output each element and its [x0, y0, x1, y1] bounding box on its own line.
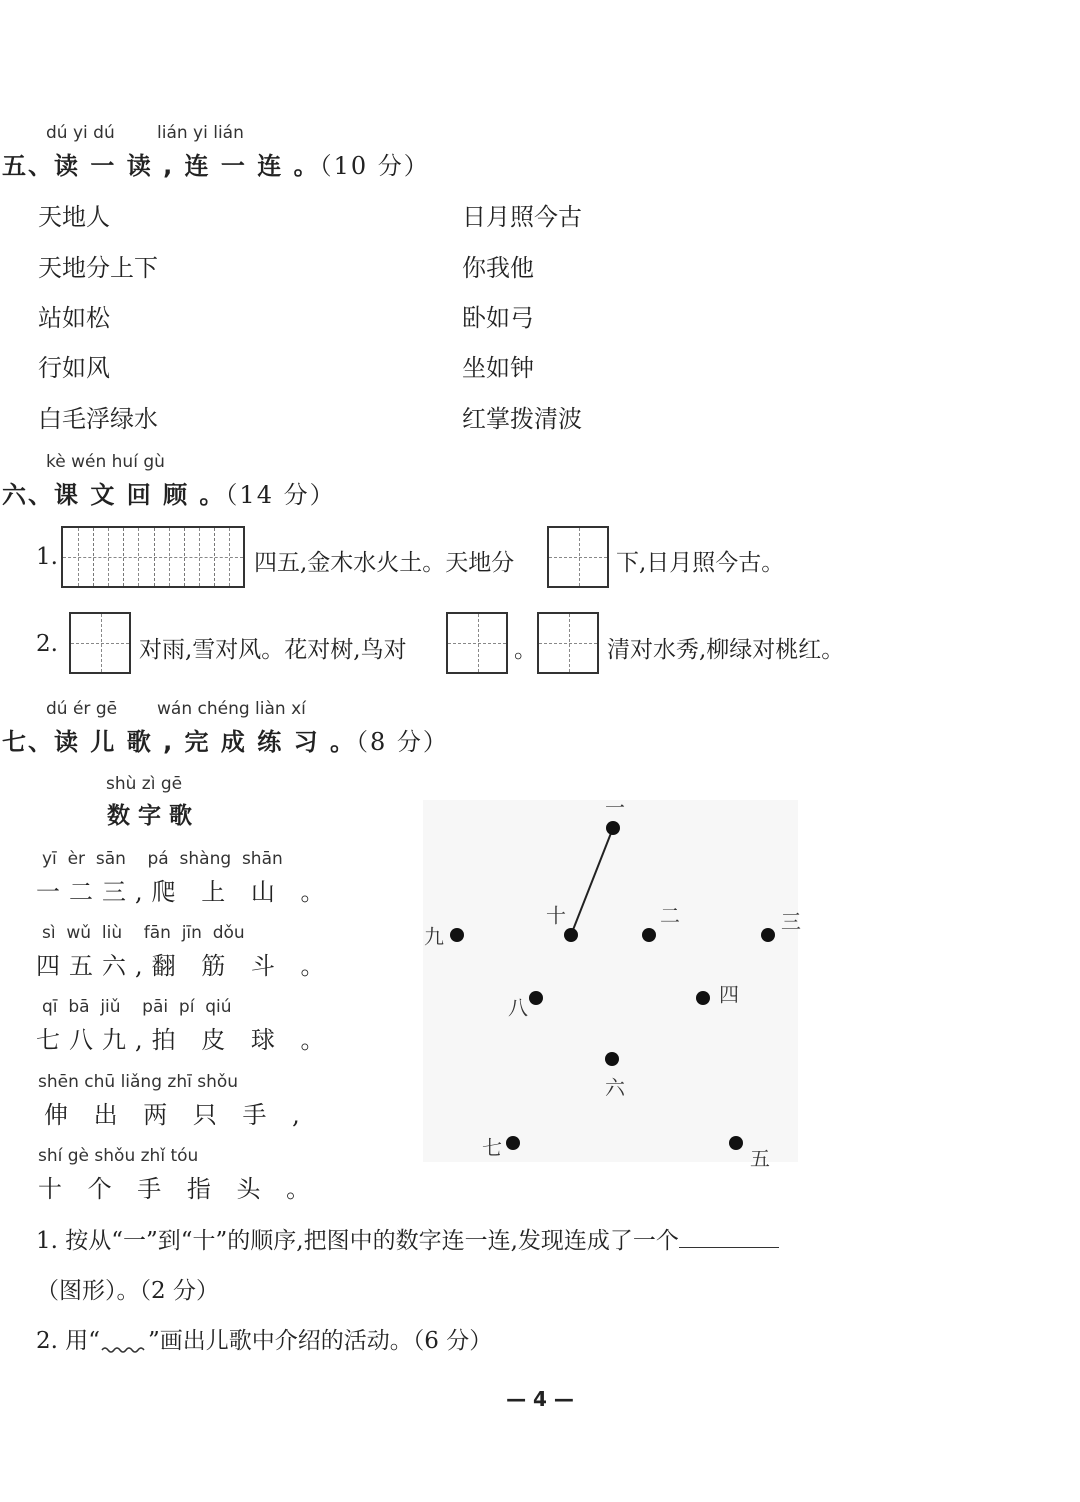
q6-1-text-1: 四五,金木水火土。天地分: [254, 550, 515, 576]
dot-label-6: 六: [605, 1075, 625, 1100]
section7-number: 七、: [2, 728, 54, 756]
q7-1: [36, 1222, 779, 1255]
poem-title-pinyin: shù zì gē: [106, 774, 183, 794]
q6-2-number: 2.: [36, 631, 58, 657]
section7-points: （8 分）: [355, 728, 449, 756]
q6-2-text-2: 。: [514, 637, 537, 663]
dot-5[interactable]: [729, 1136, 743, 1150]
right-item[interactable]: 红掌拨清波: [462, 405, 582, 433]
right-item[interactable]: 日月照今古: [462, 203, 582, 231]
dot-6[interactable]: [605, 1052, 619, 1066]
q6-2-text-1: 对雨,雪对风。花对树,鸟对: [139, 637, 407, 663]
q7-2-text-a: 2. 用“: [36, 1328, 101, 1354]
left-item[interactable]: 站如松: [38, 304, 110, 332]
dot-1[interactable]: [606, 821, 620, 835]
section7-title: 读 儿 歌 , 完 成 练 习 。: [54, 728, 356, 756]
section6-number: 六、: [2, 481, 54, 509]
dot-8[interactable]: [529, 991, 543, 1005]
section6-pinyin: kè wén huí gù: [46, 452, 165, 472]
poem-line: 四五六,翻 筋 斗 。: [36, 952, 334, 980]
q7-1-text: 1. 按从“一”到“十”的顺序,把图中的数字连一连,发现连成了一个: [36, 1228, 679, 1254]
q7-1-answer-blank[interactable]: [679, 1225, 779, 1248]
poem-line-pinyin: shí gè shǒu zhǐ tóu: [38, 1146, 199, 1166]
poem-line: 十 个 手 指 头 。: [38, 1175, 320, 1203]
dot-label-5: 五: [750, 1146, 770, 1171]
section5-number: 五、: [2, 152, 54, 180]
dot-label-7: 七: [482, 1135, 502, 1160]
poem-line: 七八九,拍 皮 球 。: [36, 1026, 334, 1054]
right-item[interactable]: 坐如钟: [462, 354, 534, 382]
dot-7[interactable]: [506, 1136, 520, 1150]
page-number: — 4 —: [506, 1387, 574, 1411]
dot-3[interactable]: [761, 928, 775, 942]
q7-2: [36, 1322, 492, 1355]
section5-points: （10 分）: [319, 152, 430, 180]
wavy-underline-icon: [100, 1326, 148, 1348]
poem-line-pinyin: sì wǔ liù fān jīn dǒu: [42, 923, 245, 943]
poem-line: 伸 出 两 只 手 ,: [44, 1101, 309, 1129]
q7-1-text-2: （图形）。（2 分）: [36, 1278, 219, 1304]
poem-line-pinyin: shēn chū liǎng zhī shǒu: [38, 1072, 239, 1092]
q6-1-number: 1.: [36, 544, 58, 570]
section5-pinyin-1: dú yi dú: [46, 123, 115, 143]
section6-title: 课 文 回 顾 。: [54, 481, 226, 509]
dot-9[interactable]: [450, 928, 464, 942]
poem-line-pinyin: yī èr sān pá shàng shān: [42, 849, 283, 869]
dot-label-2: 二: [660, 903, 680, 928]
connecting-line: [571, 828, 613, 935]
poem-title: 数字歌: [107, 803, 200, 829]
section7-pinyin-2: wán chéng liàn xí: [157, 699, 306, 719]
q6-2-text-3: 清对水秀,柳绿对桃红。: [607, 637, 845, 663]
dot-label-9: 九: [424, 924, 444, 949]
right-item[interactable]: 卧如弓: [462, 304, 534, 332]
section5-title: 读 一 读 , 连 一 连 。: [54, 152, 320, 180]
right-item[interactable]: 你我他: [462, 254, 534, 282]
dot-10[interactable]: [564, 928, 578, 942]
section6-points: （14 分）: [225, 481, 336, 509]
poem-line: 一二三,爬 上 山 。: [36, 878, 334, 906]
dot-label-8: 八: [508, 995, 528, 1020]
dot-label-4: 四: [719, 982, 739, 1007]
dot-label-1: 一: [605, 795, 625, 820]
section7-pinyin-1: dú ér gē: [46, 699, 118, 719]
section5-pinyin-2: lián yi lián: [157, 123, 244, 143]
left-item[interactable]: 天地分上下: [38, 254, 158, 282]
poem-line-pinyin: qī bā jiǔ pāi pí qiú: [42, 997, 232, 1017]
left-item[interactable]: 天地人: [38, 203, 110, 231]
left-item[interactable]: 行如风: [38, 354, 110, 382]
dot-4[interactable]: [696, 991, 710, 1005]
q7-2-text-b: ”画出儿歌中介绍的活动。（6 分）: [148, 1328, 493, 1354]
dot-label-3: 三: [781, 909, 801, 934]
dot-label-10: 十: [546, 903, 566, 928]
left-item[interactable]: 白毛浮绿水: [38, 405, 158, 433]
q6-1-text-2: 下,日月照今古。: [616, 550, 785, 576]
dot-2[interactable]: [642, 928, 656, 942]
